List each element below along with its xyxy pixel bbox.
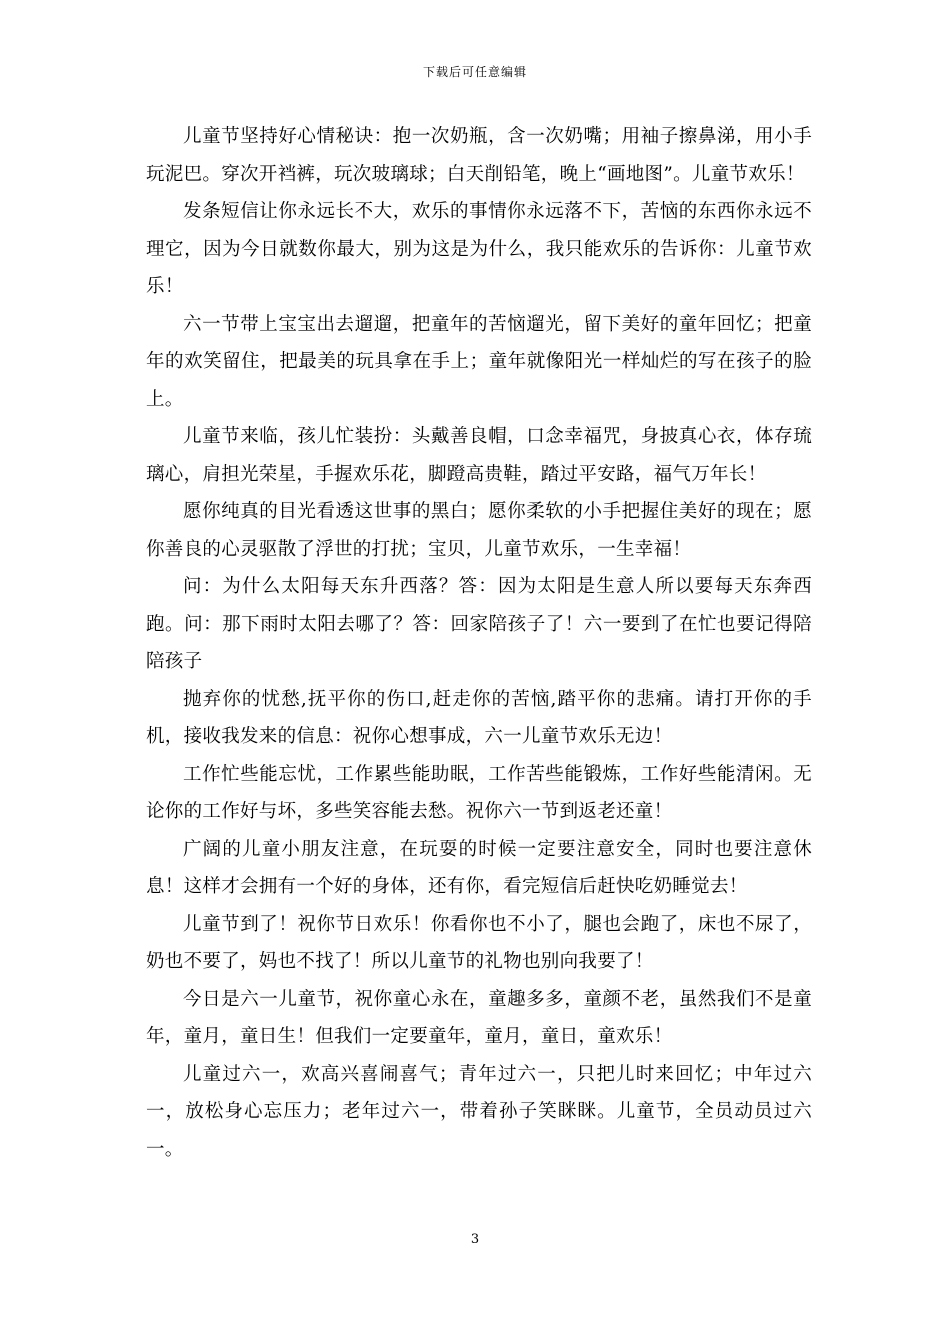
page-number: 3	[470, 1232, 480, 1247]
paragraph: 抛弃你的忧愁,抚平你的伤口,赶走你的苦恼,踏平你的悲痛。请打开你的手机，接收我发来的信息：祝你心想事成，六一儿童节欢乐无边！	[146, 688, 812, 747]
paragraph: 工作忙些能忘忧，工作累些能助眠，工作苦些能锻炼，工作好些能清闲。无论你的工作好与坏，多些笑容能去愁。祝你六一节到返老还童！	[146, 763, 812, 822]
paragraph: 发条短信让你永远长不大，欢乐的事情你永远落不下，苦恼的东西你永远不理它，因为今日就数你最大，别为这是为什么，我只能欢乐的告诉你：儿童节欢乐！	[146, 201, 812, 297]
paragraph: 广阔的儿童小朋友注意，在玩耍的时候一定要注意安全，同时也要注意休息！这样才会拥有一个好的身体，还有你，看完短信后赶快吃奶睡觉去！	[146, 838, 812, 897]
paragraph: 儿童节坚持好心情秘诀：抱一次奶瓶，含一次奶嘴；用袖子擦鼻涕，用小手玩泥巴。穿次开裆裤，玩次玻璃球；白天削铅笔，晚上“画地图”。儿童节欢乐！	[146, 126, 812, 185]
document-body	[146, 118, 812, 1168]
paragraph: 问：为什么太阳每天东升西落？答：因为太阳是生意人所以要每天东奔西跑。问：那下雨时太阳去哪了？答：回家陪孩子了！六一要到了在忙也要记得陪陪孩子	[146, 576, 812, 672]
paragraph: 儿童节来临，孩儿忙装扮：头戴善良帽，口念幸福咒，身披真心衣，体存琉璃心，肩担光荣星，手握欢乐花，脚蹬高贵鞋，踏过平安路，福气万年长！	[146, 426, 812, 485]
paragraph: 儿童节到了！祝你节日欢乐！你看你也不小了，腿也会跑了，床也不尿了，奶也不要了，妈也不找了！所以儿童节的礼物也别向我要了！	[146, 913, 812, 972]
paragraph: 六一节带上宝宝出去遛遛，把童年的苦恼遛光，留下美好的童年回忆；把童年的欢笑留住，把最美的玩具拿在手上；童年就像阳光一样灿烂的写在孩子的脸上。	[146, 313, 812, 410]
page-header: 下载后可任意编辑	[422, 65, 527, 79]
paragraph: 儿童过六一，欢高兴喜闹喜气；青年过六一，只把儿时来回忆；中年过六一，放松身心忘压力；老年过六一，带着孙子笑眯眯。儿童节，全员动员过六一。	[146, 1063, 812, 1160]
paragraph: 今日是六一儿童节，祝你童心永在，童趣多多，童颜不老，虽然我们不是童年，童月，童日生！但我们一定要童年，童月，童日，童欢乐！	[146, 988, 812, 1047]
paragraph: 愿你纯真的目光看透这世事的黑白；愿你柔软的小手把握住美好的现在；愿你善良的心灵驱散了浮世的打扰；宝贝，儿童节欢乐，一生幸福！	[146, 501, 812, 560]
